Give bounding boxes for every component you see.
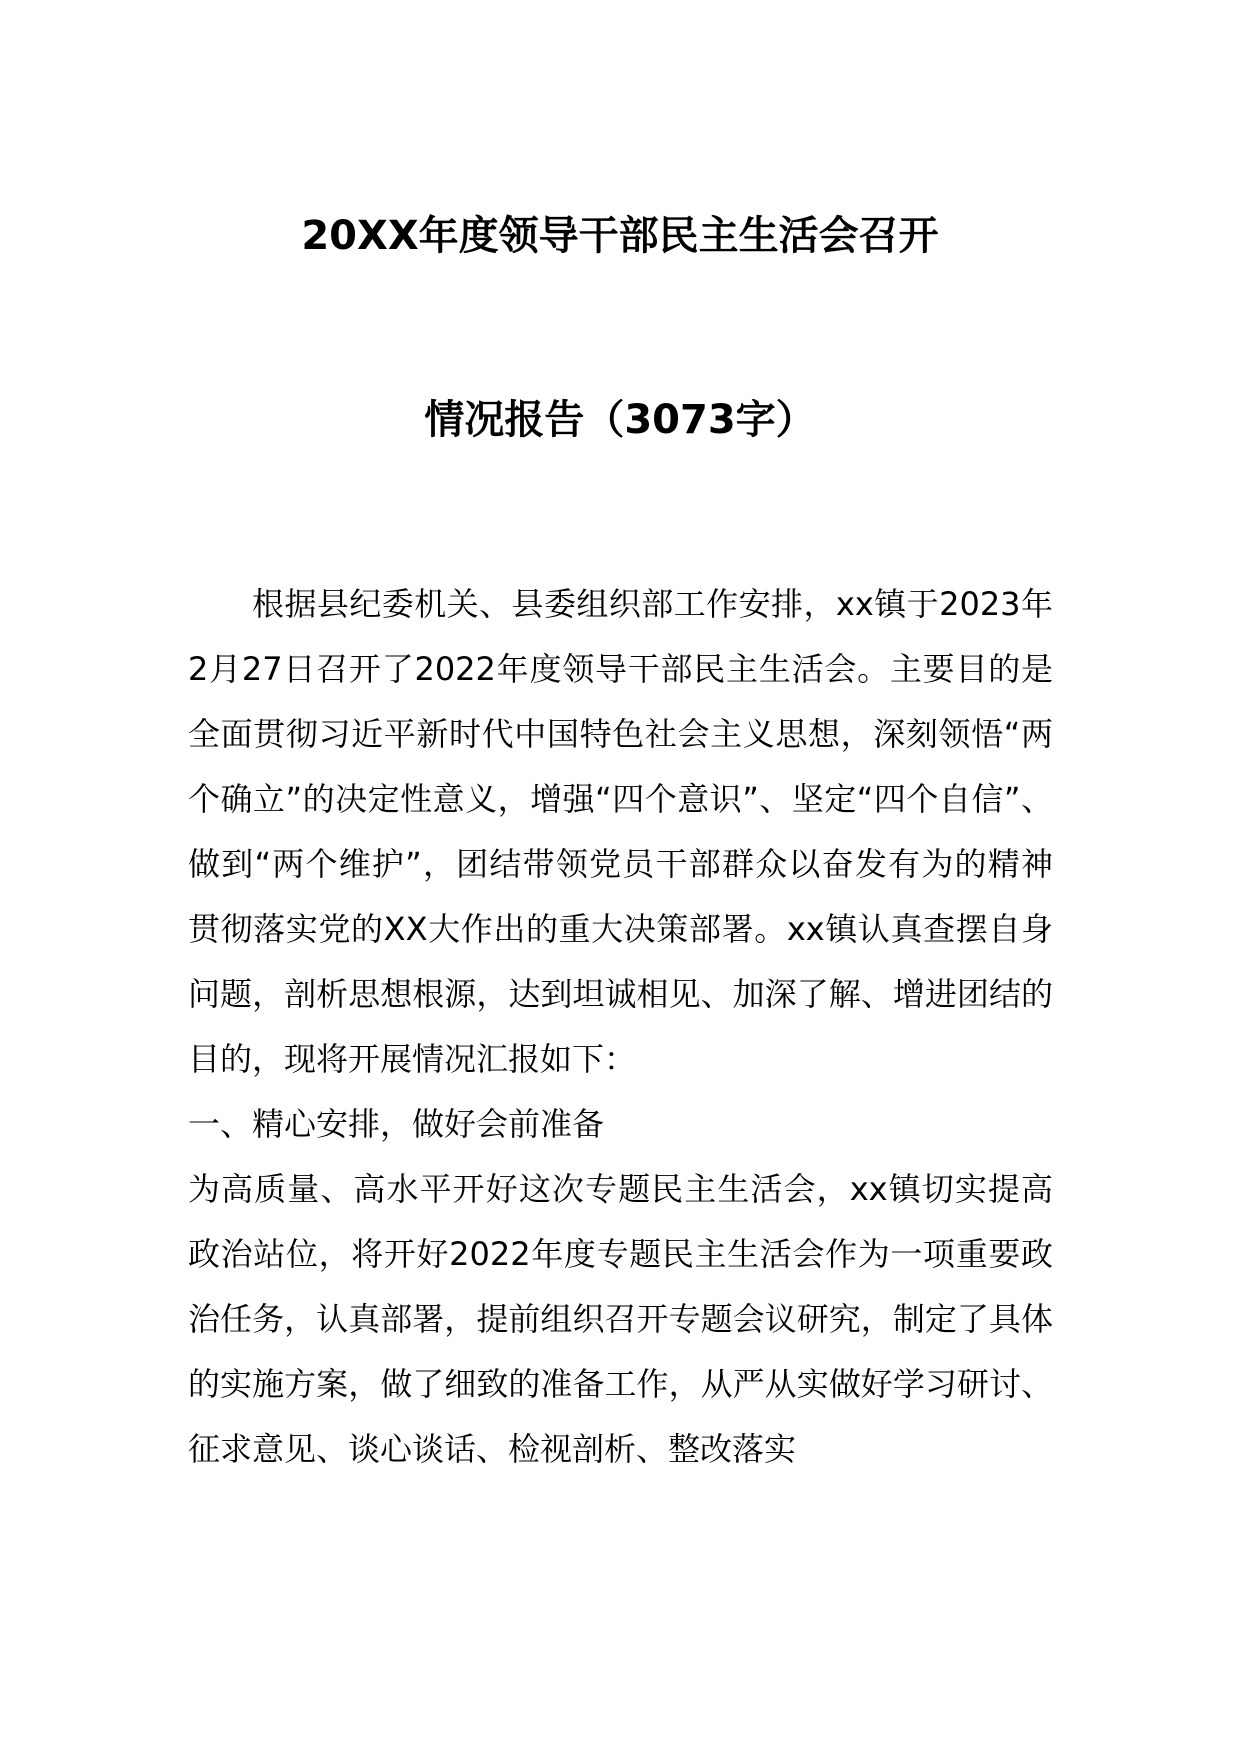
section-1-heading: 一、精心安排，做好会前准备 [188, 1105, 605, 1143]
section-1-paragraph: 为高质量、高水平开好这次专题民主生活会，xx镇切实提高政治站位，将开好2022年度专题民主生活会作为一项重要政治任务，认真部署，提前组织召开专题会议研究，制定了具体的实施方案，做了细致的准备工作，从严从实做好学习研讨、征求意见、谈心谈话、检视剖析、整改落实 [188, 1170, 1053, 1468]
document-body [188, 572, 1053, 1482]
document-title-line-2: 情况报告（3073字） [424, 397, 816, 443]
document-title-line-1: 20XX年度领导干部民主生活会召开 [301, 213, 939, 259]
intro-paragraph: 根据县纪委机关、县委组织部工作安排，xx镇于2023年2月27日召开了2022年度领导干部民主生活会。主要目的是全面贯彻习近平新时代中国特色社会主义思想，深刻领悟“两个确立”的决定性意义，增强“四个意识”、坚定“四个自信”、做到“两个维护”，团结带领党员干部群众以奋发有为的精神贯彻落实党的XX大作出的重大决策部署。xx镇认真查摆自身问题，剖析思想根源，达到坦诚相见、加深了解、增进团结的目的，现将开展情况汇报如下： [188, 585, 1053, 1078]
